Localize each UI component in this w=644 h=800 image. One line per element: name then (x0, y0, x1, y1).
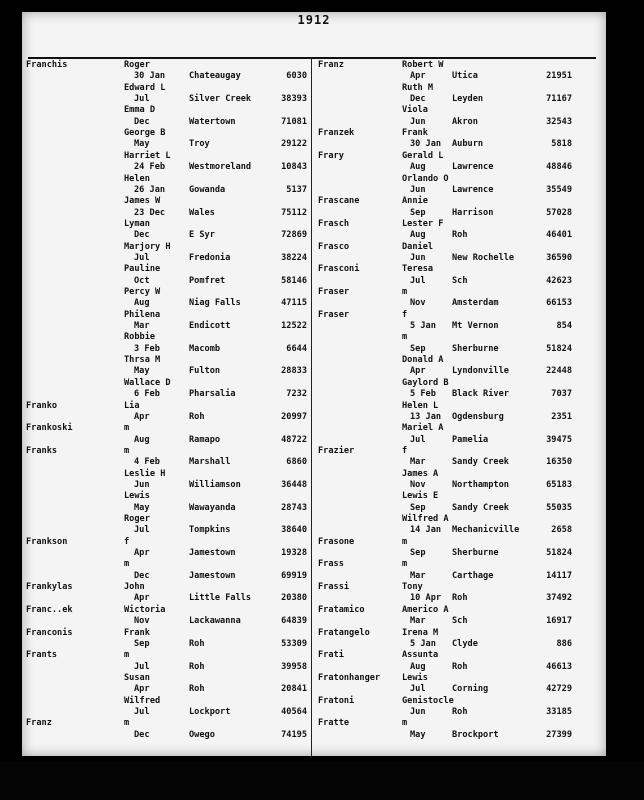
left-column-surname: Franc..ek (26, 604, 73, 615)
left-column-place: Roh (189, 684, 205, 695)
left-column-cert-number: 38393 (281, 94, 307, 105)
left-column-cert-number: 40564 (281, 706, 307, 717)
left-column-surname: Franz (26, 718, 52, 729)
right-column-place: Brockport (452, 729, 499, 740)
left-column-cert-number: 38224 (281, 252, 307, 263)
right-column-given-name: m (402, 536, 408, 547)
right-column-date: Jun (410, 184, 426, 195)
right-column-cert-number: 33185 (546, 706, 572, 717)
left-column-place: Fredonia (189, 252, 231, 263)
left-column-given-name: m (124, 445, 130, 456)
right-column-place: Pamelia (452, 434, 489, 445)
left-column-date: Aug (134, 298, 150, 309)
right-column-cert-number: 854 (556, 321, 572, 332)
left-column-place: Lackawanna (189, 616, 241, 627)
left-column-date: Jul (134, 94, 150, 105)
left-column-cert-number: 38640 (281, 525, 307, 536)
right-column-cert-number: 46613 (546, 661, 572, 672)
left-column-date: Sep (134, 638, 150, 649)
left-column-place: Roh (189, 411, 205, 422)
right-column-place: Akron (452, 116, 478, 127)
left-column-cert-number: 47115 (281, 298, 307, 309)
right-column-place: Harrison (452, 207, 494, 218)
right-column-date: Jun (410, 706, 426, 717)
left-column-given-name: Lyman (124, 218, 150, 229)
right-column-given-name: Gaylord B (402, 377, 449, 388)
right-column-surname: Fratangelo (318, 627, 370, 638)
right-column-date: Aug (410, 230, 426, 241)
right-column-place: Sherburne (452, 343, 499, 354)
right-column-place: Lyndonville (452, 366, 509, 377)
right-column-date: Mar (410, 616, 426, 627)
right-column-date: 14 Jan (410, 525, 442, 536)
right-column-surname: Frazier (318, 445, 355, 456)
right-column-surname: Frary (318, 150, 344, 161)
left-column-cert-number: 20841 (281, 684, 307, 695)
left-column-cert-number: 58146 (281, 275, 307, 286)
left-column-cert-number: 6644 (286, 343, 307, 354)
left-column-given-name: m (124, 718, 130, 729)
right-column-cert-number: 51824 (546, 343, 572, 354)
left-column-given-name: Lewis (124, 491, 150, 502)
right-column-place: Auburn (452, 139, 484, 150)
left-column-cert-number: 72869 (281, 230, 307, 241)
left-column-surname: Franko (26, 400, 58, 411)
right-column-surname: Frass (318, 559, 344, 570)
right-column-cert-number: 35549 (546, 184, 572, 195)
right-column-date: May (410, 729, 426, 740)
right-column-cert-number: 57028 (546, 207, 572, 218)
right-column-cert-number: 65183 (546, 479, 572, 490)
left-column-given-name: Philena (124, 309, 161, 320)
right-column-given-name: Tony (402, 582, 423, 593)
left-column-date: Jul (134, 661, 150, 672)
right-column-date: Sep (410, 207, 426, 218)
right-column-cert-number: 7037 (551, 389, 572, 400)
right-column-date: 5 Jan (410, 321, 436, 332)
left-column-place: Macomb (189, 343, 221, 354)
left-column-given-name: Wallace D (124, 377, 171, 388)
left-column-cert-number: 75112 (281, 207, 307, 218)
left-column-date: Jul (134, 252, 150, 263)
right-column-place: Sherburne (452, 548, 499, 559)
right-column-surname: Fratamico (318, 604, 365, 615)
right-column-given-name: Gerald L (402, 150, 444, 161)
right-column-cert-number: 42729 (546, 684, 572, 695)
left-column-given-name: f (124, 536, 130, 547)
right-column-given-name: Annie (402, 196, 428, 207)
left-column-given-name: James W (124, 196, 161, 207)
left-column-date: Apr (134, 548, 150, 559)
left-column-cert-number: 53309 (281, 638, 307, 649)
right-column-given-name: Frank (402, 128, 428, 139)
right-column-cert-number: 51824 (546, 548, 572, 559)
left-column-date: 24 Feb (134, 162, 166, 173)
right-column-place: Sandy Creek (452, 502, 509, 513)
left-column-date: Aug (134, 434, 150, 445)
right-column-place: Carthage (452, 570, 494, 581)
right-column-surname: Frasone (318, 536, 355, 547)
right-column-date: 5 Feb (410, 389, 436, 400)
right-column-given-name: f (402, 309, 408, 320)
left-column-cert-number: 20380 (281, 593, 307, 604)
right-column-date: Apr (410, 71, 426, 82)
left-column-cert-number: 39958 (281, 661, 307, 672)
right-column-surname: Frasch (318, 218, 350, 229)
left-column-place: E Syr (189, 230, 215, 241)
right-column-cert-number: 66153 (546, 298, 572, 309)
left-column-date: Nov (134, 616, 150, 627)
right-column-given-name: Teresa (402, 264, 434, 275)
left-column-place: Ramapo (189, 434, 221, 445)
left-column-place: Wales (189, 207, 215, 218)
left-column-given-name: Thrsa M (124, 355, 161, 366)
right-column-given-name: f (402, 445, 408, 456)
left-column-place: Silver Creek (189, 94, 252, 105)
left-column-place: Endicott (189, 321, 231, 332)
left-column-place: Roh (189, 661, 205, 672)
left-column-place: Westmoreland (189, 162, 252, 173)
right-column-place: Roh (452, 706, 468, 717)
right-column-cert-number: 21951 (546, 71, 572, 82)
right-column-place: Black River (452, 389, 509, 400)
right-column-given-name: m (402, 718, 408, 729)
left-column-date: 23 Dec (134, 207, 166, 218)
right-column-date: Jun (410, 116, 426, 127)
left-column-date: Dec (134, 230, 150, 241)
right-column-place: Roh (452, 593, 468, 604)
right-column-date: Nov (410, 479, 426, 490)
card-year: 1912 (297, 13, 331, 27)
left-column-surname: Frankylas (26, 582, 73, 593)
right-column-surname: Fratonhanger (318, 672, 381, 683)
right-column-surname: Frasconi (318, 264, 360, 275)
left-column-date: 6 Feb (134, 389, 160, 400)
left-column-cert-number: 74195 (281, 729, 307, 740)
right-column-surname: Frassi (318, 582, 350, 593)
right-column-place: Utica (452, 71, 478, 82)
left-column-place: Tompkins (189, 525, 231, 536)
right-column-date: Mar (410, 457, 426, 468)
left-column-cert-number: 28743 (281, 502, 307, 513)
right-column-date: Nov (410, 298, 426, 309)
right-column-date: Apr (410, 366, 426, 377)
column-divider (311, 57, 312, 756)
right-column-given-name: Helen L (402, 400, 439, 411)
right-column-given-name: m (402, 287, 408, 297)
right-column-cert-number: 14117 (546, 570, 572, 581)
right-column-place: Northampton (452, 479, 509, 490)
left-column-cert-number: 6030 (286, 71, 307, 82)
right-column-place: Mechanicville (452, 525, 520, 536)
left-column-given-name: Edward L (124, 82, 166, 93)
left-column-date: Jun (134, 479, 150, 490)
right-column-surname: Franz (318, 60, 344, 70)
right-column-place: Ogdensburg (452, 411, 504, 422)
right-column-place: Amsterdam (452, 298, 499, 309)
right-column-date: Jun (410, 252, 426, 263)
left-column-date: Apr (134, 593, 150, 604)
right-column-surname: Fraser (318, 287, 350, 297)
right-column-given-name: Daniel (402, 241, 434, 252)
left-column-date: 30 Jan (134, 71, 166, 82)
right-column-given-name: Assunta (402, 650, 439, 661)
right-column-cert-number: 71167 (546, 94, 572, 105)
left-column-date: May (134, 139, 150, 150)
left-column-date: Apr (134, 411, 150, 422)
right-column-date: Jul (410, 434, 426, 445)
right-column-given-name: Irena M (402, 627, 439, 638)
left-column-date: Dec (134, 729, 150, 740)
right-column-cert-number: 22448 (546, 366, 572, 377)
right-column-place: Mt Vernon (452, 321, 499, 332)
left-column-given-name: Wilfred (124, 695, 161, 706)
right-column-date: Aug (410, 661, 426, 672)
right-column-surname: Frasco (318, 241, 350, 252)
left-column-given-name: Marjory H (124, 241, 171, 252)
left-column-given-name: Frank (124, 627, 150, 638)
right-column-date: Sep (410, 502, 426, 513)
left-column-given-name: Emma D (124, 105, 156, 116)
left-column-cert-number: 6860 (286, 457, 307, 468)
left-column-given-name: m (124, 650, 130, 661)
right-column-given-name: Wilfred A (402, 514, 449, 524)
right-column-place: Roh (452, 661, 468, 672)
left-column-place: Chateaugay (189, 71, 241, 82)
left-column-place: Pharsalia (189, 389, 236, 400)
left-column-surname: Frankson (26, 536, 68, 547)
left-column-date: 26 Jan (134, 184, 166, 195)
left-column-cert-number: 29122 (281, 139, 307, 150)
left-column-given-name: Pauline (124, 264, 161, 275)
left-column-place: Watertown (189, 116, 236, 127)
left-column-place: Pomfret (189, 275, 226, 286)
left-column-date: Jul (134, 525, 150, 536)
left-column-given-name: Percy W (124, 287, 161, 297)
right-column-surname: Fraser (318, 309, 350, 320)
right-column-given-name: Donald A (402, 355, 444, 366)
right-column-place: Sch (452, 616, 468, 627)
left-column-place: Marshall (189, 457, 231, 468)
left-column-date: May (134, 502, 150, 513)
left-column-given-name: Robbie (124, 332, 156, 343)
right-column-given-name: Ruth M (402, 82, 434, 93)
left-column-place: Roh (189, 638, 205, 649)
left-column-date: Apr (134, 684, 150, 695)
right-column-date: Dec (410, 94, 426, 105)
right-column-given-name: Robert W (402, 60, 444, 70)
left-column-date: 4 Feb (134, 457, 160, 468)
right-column-given-name: Orlando O (402, 173, 449, 184)
left-column-given-name: Roger (124, 60, 150, 70)
left-column-place: Little Falls (189, 593, 252, 604)
right-column-cert-number: 27399 (546, 729, 572, 740)
right-column-cert-number: 36590 (546, 252, 572, 263)
film-border (0, 762, 644, 800)
left-column-cert-number: 64839 (281, 616, 307, 627)
left-column-cert-number: 5137 (286, 184, 307, 195)
right-column-date: Aug (410, 162, 426, 173)
right-column-place: Sandy Creek (452, 457, 509, 468)
right-column-place: Lawrence (452, 184, 494, 195)
right-column-given-name: Lewis (402, 672, 428, 683)
left-column-cert-number: 10843 (281, 162, 307, 173)
right-column-place: New Rochelle (452, 252, 515, 263)
right-column-given-name: m (402, 332, 408, 343)
right-column-place: Roh (452, 230, 468, 241)
right-column-cert-number: 42623 (546, 275, 572, 286)
right-column-surname: Fratoni (318, 695, 355, 706)
left-column-cert-number: 36448 (281, 479, 307, 490)
right-column-date: Jul (410, 275, 426, 286)
right-column-date: 13 Jan (410, 411, 442, 422)
right-column-given-name: James A (402, 468, 439, 479)
right-column-date: 10 Apr (410, 593, 442, 604)
left-column-given-name: Leslie H (124, 468, 166, 479)
right-column-cert-number: 2658 (551, 525, 572, 536)
left-column-cert-number: 69919 (281, 570, 307, 581)
left-column-given-name: m (124, 559, 130, 570)
left-column-given-name: Susan (124, 672, 150, 683)
left-column-surname: Franconis (26, 627, 73, 638)
left-column-cert-number: 12522 (281, 321, 307, 332)
right-column-date: Mar (410, 570, 426, 581)
left-column-given-name: Harriet L (124, 150, 171, 161)
left-column-cert-number: 20997 (281, 411, 307, 422)
right-column-cert-number: 32543 (546, 116, 572, 127)
left-column-cert-number: 19328 (281, 548, 307, 559)
right-column-cert-number: 46401 (546, 230, 572, 241)
right-column-surname: Frati (318, 650, 344, 661)
left-column-date: Mar (134, 321, 150, 332)
right-column-cert-number: 55035 (546, 502, 572, 513)
header-rule (28, 57, 596, 59)
right-column-given-name: Viola (402, 105, 428, 116)
left-column-date: Dec (134, 116, 150, 127)
left-column-place: Jamestown (189, 570, 236, 581)
right-column-surname: Franzek (318, 128, 355, 139)
left-column-given-name: George B (124, 128, 166, 139)
right-column-surname: Frascane (318, 196, 360, 207)
left-column-place: Lockport (189, 706, 231, 717)
left-column-place: Jamestown (189, 548, 236, 559)
left-column-cert-number: 48722 (281, 434, 307, 445)
right-column-place: Clyde (452, 638, 478, 649)
left-column-place: Fulton (189, 366, 221, 377)
left-column-cert-number: 7232 (286, 389, 307, 400)
right-column-cert-number: 886 (556, 638, 572, 649)
left-column-surname: Frants (26, 650, 58, 661)
right-column-cert-number: 48846 (546, 162, 572, 173)
right-column-date: 5 Jan (410, 638, 436, 649)
left-column-given-name: Lia (124, 400, 140, 411)
right-column-date: Sep (410, 548, 426, 559)
left-column-place: Williamson (189, 479, 241, 490)
left-column-surname: Frankoski (26, 423, 73, 434)
right-column-cert-number: 37492 (546, 593, 572, 604)
left-column-place: Gowanda (189, 184, 226, 195)
right-column-cert-number: 16917 (546, 616, 572, 627)
left-column-date: Jul (134, 706, 150, 717)
left-column-given-name: Roger (124, 514, 150, 524)
right-column-given-name: Americo A (402, 604, 449, 615)
right-column-given-name: m (402, 559, 408, 570)
left-column-place: Troy (189, 139, 210, 150)
right-column-cert-number: 39475 (546, 434, 572, 445)
left-column-cert-number: 28833 (281, 366, 307, 377)
left-column-place: Wawayanda (189, 502, 236, 513)
right-column-cert-number: 2351 (551, 411, 572, 422)
left-column-date: Dec (134, 570, 150, 581)
right-column-place: Sch (452, 275, 468, 286)
left-column-surname: Franks (26, 445, 58, 456)
right-column-place: Corning (452, 684, 489, 695)
right-column-cert-number: 16350 (546, 457, 572, 468)
record-card (22, 12, 606, 756)
right-column-surname: Fratte (318, 718, 350, 729)
left-column-surname: Franchis (26, 60, 68, 70)
left-column-date: Oct (134, 275, 150, 286)
right-column-date: 30 Jan (410, 139, 442, 150)
right-column-given-name: Genistocle (402, 695, 454, 706)
left-column-place: Niag Falls (189, 298, 241, 309)
left-column-given-name: John (124, 582, 145, 593)
left-column-given-name: m (124, 423, 130, 434)
right-column-given-name: Lester F (402, 218, 444, 229)
right-column-date: Sep (410, 343, 426, 354)
left-column-given-name: Wictoria (124, 604, 166, 615)
left-column-place: Owego (189, 729, 215, 740)
left-column-date: 3 Feb (134, 343, 160, 354)
right-column-place: Lawrence (452, 162, 494, 173)
left-column-given-name: Helen (124, 173, 150, 184)
right-column-given-name: Lewis E (402, 491, 439, 502)
left-column-cert-number: 71081 (281, 116, 307, 127)
right-column-date: Jul (410, 684, 426, 695)
left-column-date: May (134, 366, 150, 377)
right-column-given-name: Mariel A (402, 423, 444, 434)
right-column-place: Leyden (452, 94, 484, 105)
right-column-cert-number: 5818 (551, 139, 572, 150)
